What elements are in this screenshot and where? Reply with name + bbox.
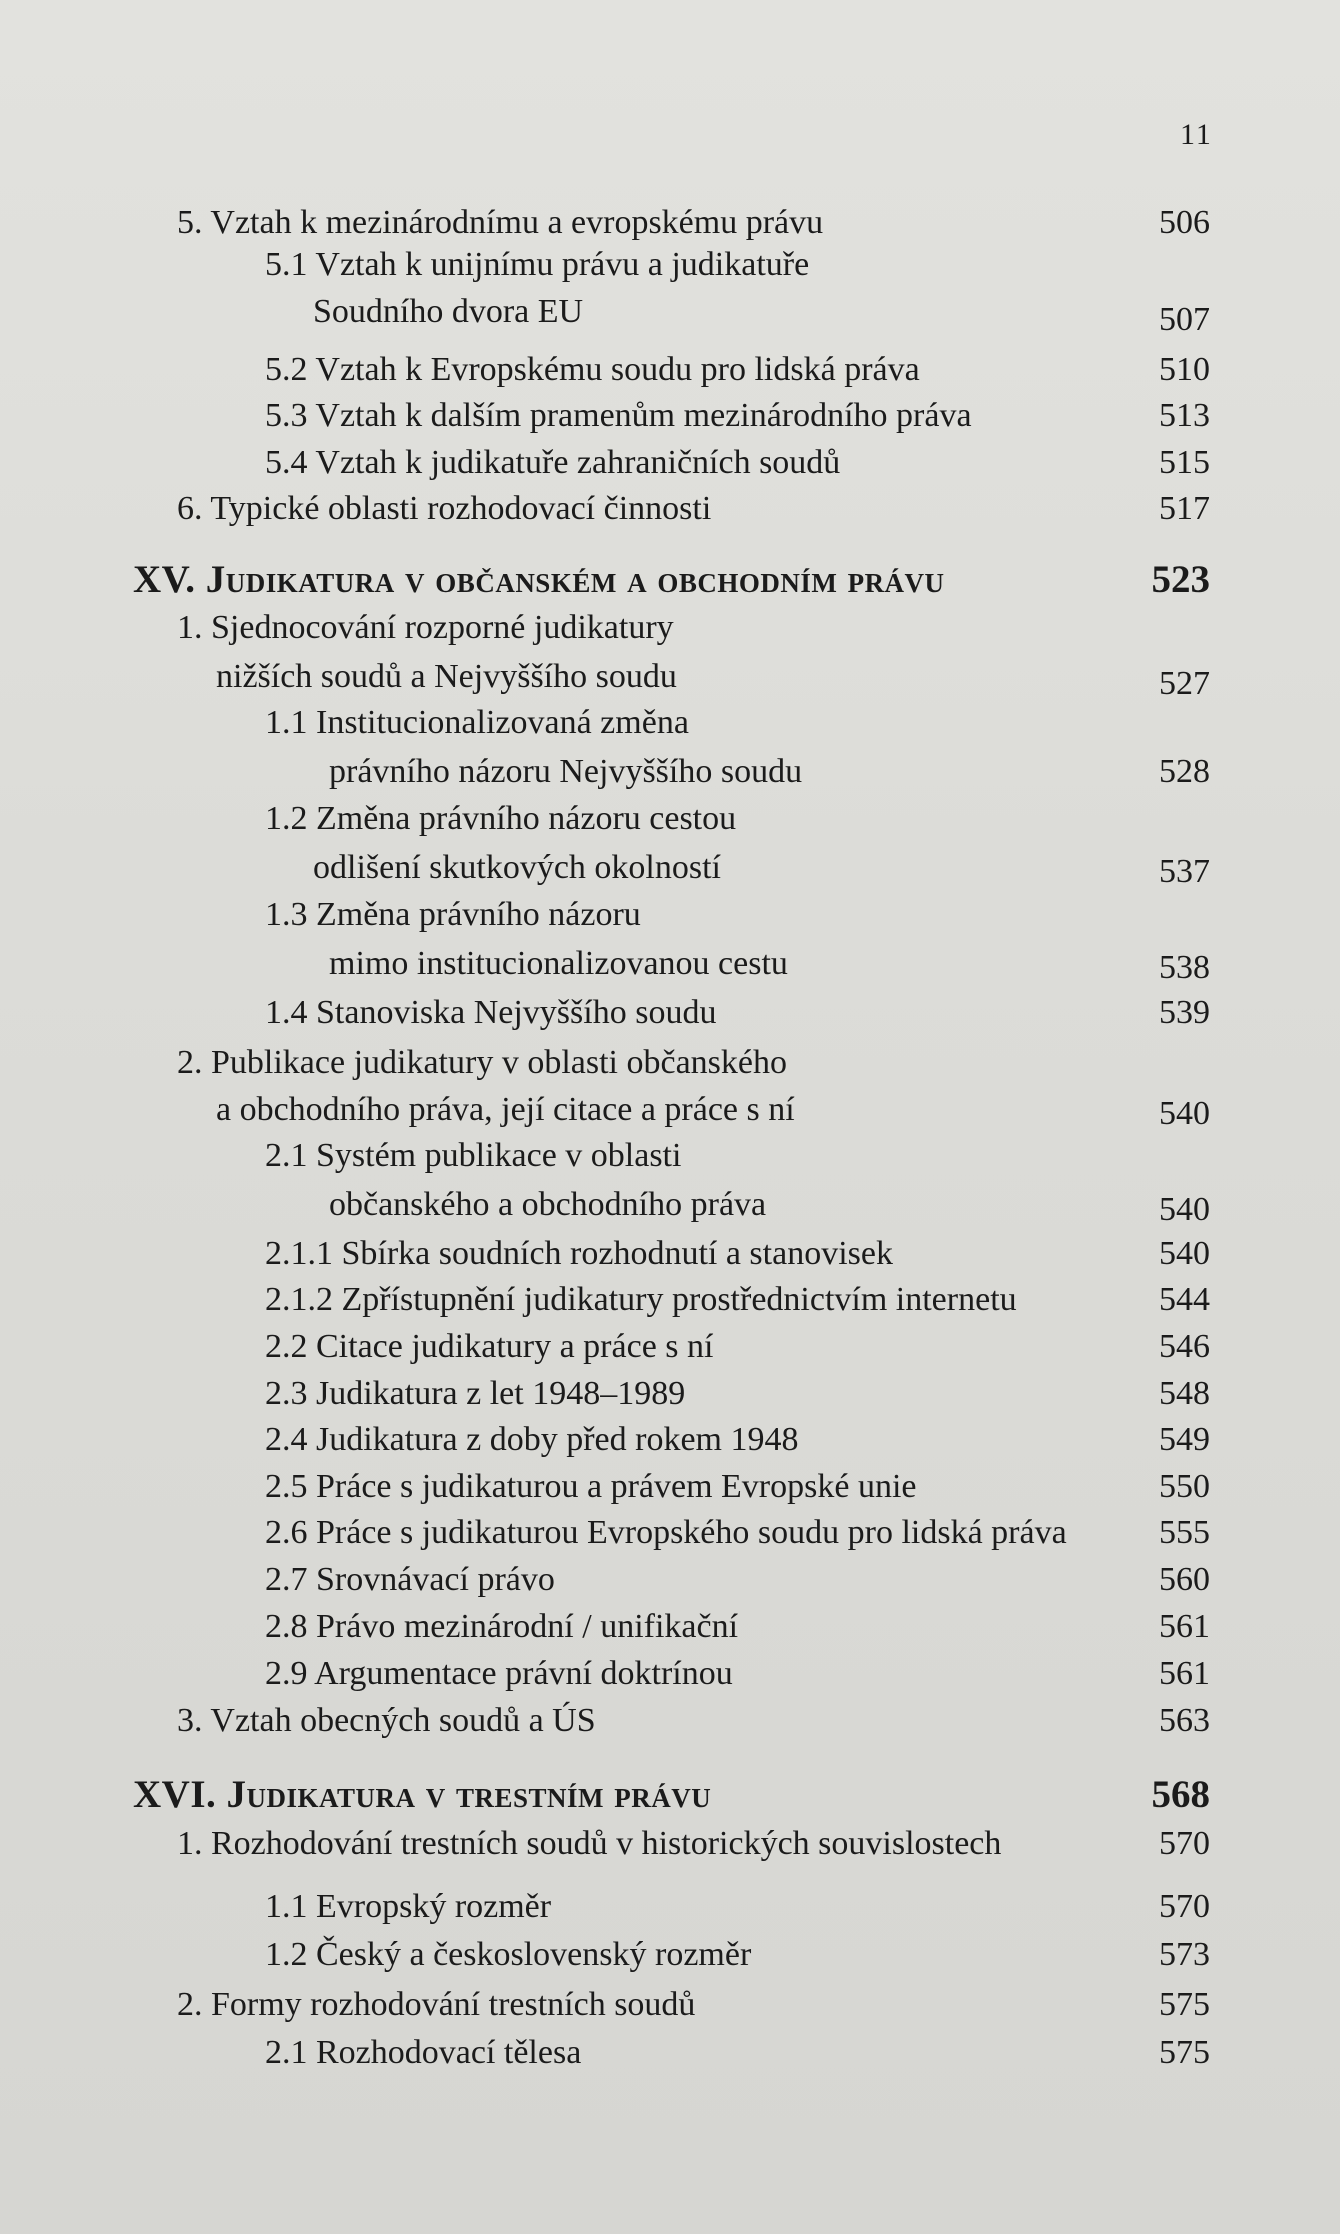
toc-entry-page: 550 bbox=[1159, 1468, 1210, 1505]
toc-entry-text: 1. Sjednocování rozporné judikatury bbox=[177, 609, 674, 646]
toc-entry-text: nižších soudů a Nejvyššího soudu bbox=[216, 658, 677, 695]
toc-entry-text: 5. Vztah k mezinárodnímu a evropskému právu bbox=[177, 204, 824, 241]
toc-entry-text: 5.2 Vztah k Evropskému soudu pro lidská práva bbox=[265, 351, 920, 388]
toc-entry-text: 1.2 Změna právního názoru cestou bbox=[265, 800, 737, 837]
toc-entry-page: 570 bbox=[1159, 1825, 1210, 1862]
toc-entry-page: 527 bbox=[1159, 665, 1210, 702]
toc-entry-text: 2.1.2 Zpřístupnění judikatury prostřednictvím internetu bbox=[265, 1281, 1017, 1318]
toc-entry-text: odlišení skutkových okolností bbox=[313, 849, 721, 886]
toc-entry-page: 575 bbox=[1159, 1986, 1210, 2023]
toc-entry-page: 540 bbox=[1159, 1191, 1210, 1228]
toc-entry-page: 510 bbox=[1159, 351, 1210, 388]
toc-entry-text: 2. Publikace judikatury v oblasti občanského bbox=[177, 1044, 787, 1081]
toc-entry-page: 570 bbox=[1159, 1888, 1210, 1925]
toc-entry-text: 5.4 Vztah k judikatuře zahraničních soudů bbox=[265, 444, 841, 481]
toc-entry-text: 1.4 Stanoviska Nejvyššího soudu bbox=[265, 994, 717, 1031]
toc-entry-text: 1.1 Institucionalizovaná změna bbox=[265, 704, 689, 741]
toc-entry-text: 1.3 Změna právního názoru bbox=[265, 896, 641, 933]
toc-entry-text: 2.2 Citace judikatury a práce s ní bbox=[265, 1328, 714, 1365]
toc-entry-page: 540 bbox=[1159, 1235, 1210, 1272]
toc-entry-text: a obchodního práva, její citace a práce s ní bbox=[216, 1091, 795, 1128]
toc-entry-page: 507 bbox=[1159, 301, 1210, 338]
toc-entry-text: mimo institucionalizovanou cestu bbox=[329, 945, 788, 982]
toc-entry-page: 563 bbox=[1159, 1702, 1210, 1739]
toc-entry-page: 555 bbox=[1159, 1514, 1210, 1551]
toc-entry-page: 575 bbox=[1159, 2034, 1210, 2071]
toc-entry-text: 3. Vztah obecných soudů a ÚS bbox=[177, 1702, 596, 1739]
toc-entry-text: 1.1 Evropský rozměr bbox=[265, 1888, 552, 1925]
toc-entry-text: 2.7 Srovnávací právo bbox=[265, 1561, 555, 1598]
page-number: 11 bbox=[1180, 118, 1213, 151]
toc-entry-page: 561 bbox=[1159, 1655, 1210, 1692]
toc-entry-page: 546 bbox=[1159, 1328, 1210, 1365]
toc-entry-text: 2.1.1 Sbírka soudních rozhodnutí a stanovisek bbox=[265, 1235, 893, 1272]
chapter-page: 523 bbox=[1151, 558, 1210, 601]
toc-entry-page: 506 bbox=[1159, 204, 1210, 241]
toc-entry-page: 561 bbox=[1159, 1608, 1210, 1645]
toc-entry-text: 2.5 Práce s judikaturou a právem Evropské unie bbox=[265, 1468, 917, 1505]
toc-entry-page: 539 bbox=[1159, 994, 1210, 1031]
toc-entry-text: 2.3 Judikatura z let 1948–1989 bbox=[265, 1375, 686, 1412]
toc-entry-text: 2.8 Právo mezinárodní / unifikační bbox=[265, 1608, 739, 1645]
toc-entry-page: 513 bbox=[1159, 397, 1210, 434]
toc-entry-page: 515 bbox=[1159, 444, 1210, 481]
toc-entry-text: 2. Formy rozhodování trestních soudů bbox=[177, 1986, 696, 2023]
toc-entry-page: 544 bbox=[1159, 1281, 1210, 1318]
toc-entry-page: 537 bbox=[1159, 853, 1210, 890]
chapter-heading: XVI. Judikatura v trestním právu bbox=[133, 1773, 712, 1816]
toc-entry-page: 548 bbox=[1159, 1375, 1210, 1412]
toc-entry-page: 549 bbox=[1159, 1421, 1210, 1458]
toc-entry-text: 6. Typické oblasti rozhodovací činnosti bbox=[177, 490, 712, 527]
toc-entry-text: právního názoru Nejvyššího soudu bbox=[329, 753, 803, 790]
toc-entry-text: občanského a obchodního práva bbox=[329, 1186, 767, 1223]
chapter-heading: XV. Judikatura v občanském a obchodním právu bbox=[133, 558, 945, 601]
toc-entry-text: 5.1 Vztah k unijnímu právu a judikatuře bbox=[265, 246, 810, 283]
toc-entry-page: 560 bbox=[1159, 1561, 1210, 1598]
toc-entry-text: Soudního dvora EU bbox=[313, 293, 584, 330]
toc-entry-text: 2.9 Argumentace právní doktrínou bbox=[265, 1655, 733, 1692]
toc-entry-text: 5.3 Vztah k dalším pramenům mezinárodního práva bbox=[265, 397, 972, 434]
toc-entry-text: 2.1 Systém publikace v oblasti bbox=[265, 1137, 682, 1174]
toc-entry-text: 1. Rozhodování trestních soudů v historických souvislostech bbox=[177, 1825, 1002, 1862]
toc-entry-page: 573 bbox=[1159, 1936, 1210, 1973]
toc-entry-text: 2.4 Judikatura z doby před rokem 1948 bbox=[265, 1421, 799, 1458]
chapter-page: 568 bbox=[1151, 1773, 1210, 1816]
toc-entry-page: 540 bbox=[1159, 1095, 1210, 1132]
toc-entry-text: 2.1 Rozhodovací tělesa bbox=[265, 2034, 582, 2071]
toc-entry-page: 528 bbox=[1159, 753, 1210, 790]
toc-entry-text: 2.6 Práce s judikaturou Evropského soudu pro lidská práva bbox=[265, 1514, 1067, 1551]
toc-entry-text: 1.2 Český a československý rozměr bbox=[265, 1936, 752, 1973]
toc-entry-page: 538 bbox=[1159, 949, 1210, 986]
toc-entry-page: 517 bbox=[1159, 490, 1210, 527]
